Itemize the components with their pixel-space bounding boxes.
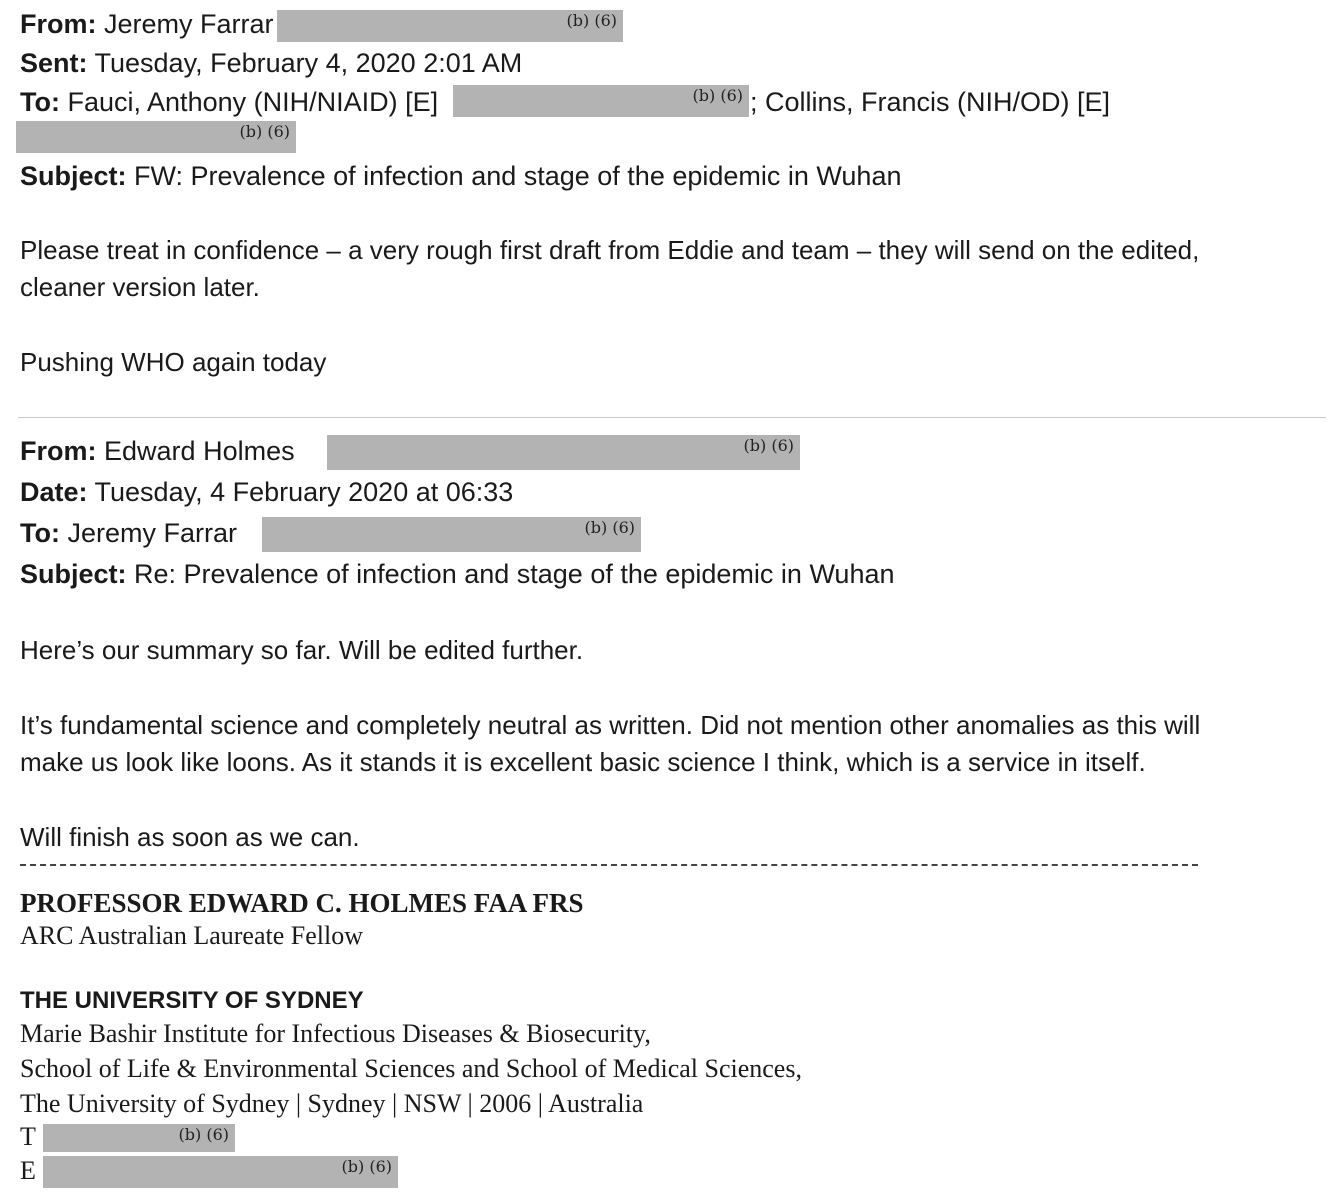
email2-date-line — [20, 474, 513, 510]
email2-body-line: make us look like loons. As it stands it is excellent basic science I think, which is a service in itself. — [20, 747, 1146, 777]
from-label: From: — [20, 9, 97, 39]
subject-label: Subject: — [20, 161, 127, 191]
signature-divider — [20, 864, 1198, 866]
email2-body-line: Here’s our summary so far. Will be edited further. — [20, 635, 584, 665]
email1-body-line: Pushing WHO again today — [20, 347, 327, 377]
phone-label: T — [20, 1122, 36, 1151]
date-value: Tuesday, 4 February 2020 at 06:33 — [94, 477, 514, 507]
email2-from-line — [20, 433, 295, 469]
subject-value: Re: Prevalence of infection and stage of the epidemic in Wuhan — [134, 559, 895, 589]
subject-label: Subject: — [20, 559, 127, 589]
email1-subject-line — [20, 158, 901, 194]
email2-body-line: It’s fundamental science and completely neutral as written. Did not mention other anomalies as this will — [20, 710, 1201, 740]
to-value: Jeremy Farrar — [67, 518, 238, 548]
email2-subject-line — [20, 556, 895, 592]
signature-address-line: Marie Bashir Institute for Infectious Diseases & Biosecurity, — [20, 1019, 651, 1048]
to-label: To: — [20, 518, 60, 548]
email1-from-line — [20, 6, 274, 42]
email-separator — [18, 417, 1326, 418]
from-label: From: — [20, 436, 97, 466]
redaction-box: (b) (6) — [277, 10, 623, 42]
email2-to-line — [20, 515, 237, 551]
subject-value: FW: Prevalence of infection and stage of the epidemic in Wuhan — [134, 161, 902, 191]
email1-sent-line — [20, 45, 522, 81]
from-value: Jeremy Farrar — [104, 9, 274, 39]
email1-body-line: cleaner version later. — [20, 272, 260, 302]
redaction-box: (b) (6) — [262, 517, 641, 552]
email2-body-line: Will finish as soon as we can. — [20, 822, 360, 852]
from-value: Edward Holmes — [104, 436, 295, 466]
signature-address-line: The University of Sydney | Sydney | NSW | 2006 | Australia — [20, 1089, 644, 1118]
date-label: Date: — [20, 477, 88, 507]
redaction-box: (b) (6) — [43, 1156, 398, 1188]
redaction-box: (b) (6) — [453, 85, 749, 117]
to-value-1: Fauci, Anthony (NIH/NIAID) [E] — [67, 87, 439, 117]
redaction-box: (b) (6) — [327, 435, 800, 470]
email1-body-line: Please treat in confidence – a very rough first draft from Eddie and team – they will send on the edited, — [20, 235, 1200, 265]
email1-to-line — [20, 84, 438, 120]
redaction-box: (b) (6) — [43, 1124, 235, 1152]
sent-value: Tuesday, February 4, 2020 2:01 AM — [94, 48, 523, 78]
to-label: To: — [20, 87, 60, 117]
signature-title: ARC Australian Laureate Fellow — [20, 921, 363, 950]
signature-name: PROFESSOR EDWARD C. HOLMES FAA FRS — [20, 888, 584, 918]
signature-university: THE UNIVERSITY OF SYDNEY — [20, 987, 364, 1014]
signature-address-line: School of Life & Environmental Sciences and School of Medical Sciences, — [20, 1054, 802, 1083]
sent-label: Sent: — [20, 48, 88, 78]
email-label: E — [20, 1156, 36, 1185]
redaction-box: (b) (6) — [16, 121, 296, 153]
to-value-2: ; Collins, Francis (NIH/OD) [E] — [750, 87, 1111, 117]
